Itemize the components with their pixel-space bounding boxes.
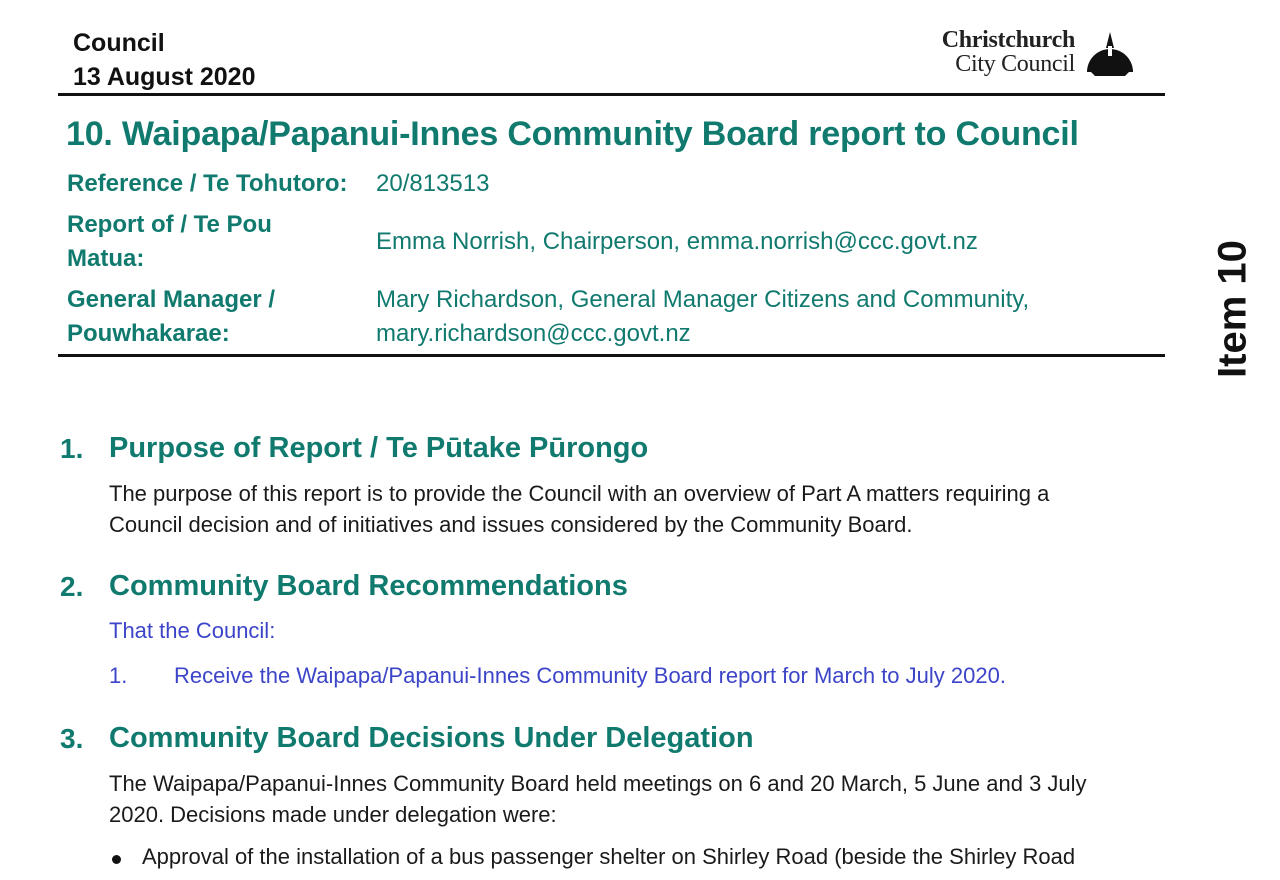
report-of-label-line-2: Matua: [67,245,145,272]
meeting-date: 13 August 2020 [73,63,256,91]
report-of-label [67,208,272,276]
general-manager-label-line-2: Pouwhakarae: [67,320,230,347]
document-header [73,26,255,94]
report-title: 10. Waipapa/Papanui-Innes Community Board report to Council [66,115,1079,153]
logo-wordmark [903,28,1075,76]
section-2-number: 2. [60,571,84,602]
general-manager-value-line-2: mary.richardson@ccc.govt.nz [376,320,691,347]
recommendation-text: Receive the Waipapa/Papanui-Innes Community Board report for March to July 2020. [174,663,1006,688]
section-3-body [109,768,1159,830]
reference-label: Reference / Te Tohutoro: [67,170,348,197]
metadata-rule [58,354,1165,357]
council-logo [903,28,1143,82]
report-of-label-line-1: Report of / Te Pou [67,211,272,238]
header-rule [58,93,1165,96]
section-3-line-1: The Waipapa/Papanui-Innes Community Board held meetings on 6 and 20 March, 5 June and 3 July [109,771,1087,796]
recommendation-number: 1. [109,663,128,688]
reference-value: 20/813513 [376,170,490,197]
section-2-title: Community Board Recommendations [109,570,628,602]
recommendation-intro: That the Council: [109,618,276,643]
logo-line-1: Christchurch [941,27,1075,53]
logo-line-2: City Council [955,51,1075,77]
general-manager-value-line-1: Mary Richardson, General Manager Citizens and Community, [376,286,1030,313]
section-1-line-2: Council decision and of initiatives and issues considered by the Community Board. [109,512,913,537]
section-1-line-1: The purpose of this report is to provide the Council with an overview of Part A matters requiring a [109,481,1050,506]
section-1-title: Purpose of Report / Te Pūtake Pūrongo [109,432,649,464]
section-3-number: 3. [60,723,84,754]
report-of-value: Emma Norrish, Chairperson, emma.norrish@ccc.govt.nz [376,228,978,255]
bullet-icon [112,855,121,864]
meeting-name: Council [73,29,165,57]
section-1-body [109,478,1159,540]
item-side-tab [1206,224,1260,394]
section-1-number: 1. [60,433,84,464]
cathedral-emblem-icon [1081,28,1139,78]
section-3-bullet-1: Approval of the installation of a bus passenger shelter on Shirley Road (beside the Shirley Road [142,844,1076,869]
item-side-tab-label: Item 10 [1210,240,1255,378]
general-manager-value [376,283,1029,351]
general-manager-label [67,283,275,351]
general-manager-label-line-1: General Manager / [67,286,276,313]
section-3-line-2: 2020. Decisions made under delegation were: [109,802,557,827]
section-3-title: Community Board Decisions Under Delegation [109,722,754,754]
